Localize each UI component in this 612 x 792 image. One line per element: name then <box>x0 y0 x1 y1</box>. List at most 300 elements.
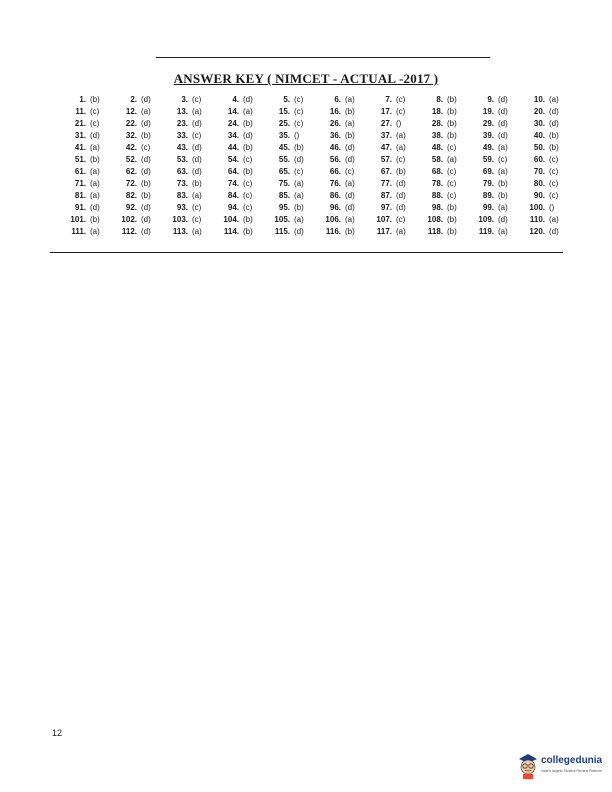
question-number: 63. <box>176 167 188 176</box>
answer-option: (c) <box>549 191 559 200</box>
answer-option: (a) <box>549 215 559 224</box>
question-number: 70. <box>533 167 545 176</box>
question-number: 68. <box>431 167 443 176</box>
answer-option: (d) <box>549 119 559 128</box>
answer-option: (a) <box>396 131 406 140</box>
question-number: 27. <box>380 119 392 128</box>
answer-row <box>52 154 562 166</box>
answer-entry <box>409 130 460 142</box>
answer-row <box>52 202 562 214</box>
answer-entry <box>103 202 154 214</box>
question-number: 79. <box>482 179 494 188</box>
answer-entry <box>154 214 205 226</box>
question-number: 10. <box>533 95 545 104</box>
question-number: 18. <box>431 107 443 116</box>
answer-option: (c) <box>243 179 253 188</box>
question-number: 7. <box>385 95 392 104</box>
answer-option: (b) <box>243 227 253 236</box>
question-number: 42. <box>125 143 137 152</box>
answer-option: (d) <box>345 143 355 152</box>
question-number: 14. <box>227 107 239 116</box>
answer-entry <box>358 142 409 154</box>
answer-option: (a) <box>396 227 406 236</box>
answer-option: (c) <box>243 155 253 164</box>
question-number: 55. <box>278 155 290 164</box>
answer-entry <box>256 142 307 154</box>
answer-entry <box>409 190 460 202</box>
answer-row <box>52 106 562 118</box>
answer-entry <box>307 142 358 154</box>
question-number: 81. <box>74 191 86 200</box>
answer-option: (d) <box>192 119 202 128</box>
answer-option: (a) <box>498 203 508 212</box>
answer-option: (b) <box>447 215 457 224</box>
answer-option: () <box>294 131 300 140</box>
answer-entry <box>154 130 205 142</box>
question-number: 53. <box>176 155 188 164</box>
question-number: 83. <box>176 191 188 200</box>
answer-option: (b) <box>447 203 457 212</box>
question-number: 78. <box>431 179 443 188</box>
top-rule <box>156 57 490 58</box>
answer-entry <box>409 142 460 154</box>
answer-entry <box>256 130 307 142</box>
answer-entry <box>460 178 511 190</box>
answer-entry <box>103 130 154 142</box>
answer-entry <box>52 130 103 142</box>
question-number: 1. <box>79 95 86 104</box>
answer-entry <box>307 178 358 190</box>
answer-entry <box>409 226 460 238</box>
answer-row <box>52 142 562 154</box>
answer-option: (b) <box>498 179 508 188</box>
answer-entry <box>205 154 256 166</box>
question-number: 8. <box>436 95 443 104</box>
question-number: 101. <box>70 215 86 224</box>
question-number: 51. <box>74 155 86 164</box>
question-number: 28. <box>431 119 443 128</box>
answer-entry <box>307 166 358 178</box>
question-number: 61. <box>74 167 86 176</box>
answer-entry <box>307 106 358 118</box>
answer-entry <box>358 166 409 178</box>
answer-entry <box>256 214 307 226</box>
answer-entry <box>307 214 358 226</box>
answer-option: (b) <box>141 179 151 188</box>
collegedunia-logo <box>517 752 607 784</box>
answer-option: (d) <box>498 215 508 224</box>
answer-entry <box>205 106 256 118</box>
answer-row <box>52 190 562 202</box>
answer-entry <box>511 154 562 166</box>
question-number: 74. <box>227 179 239 188</box>
answer-entry <box>52 142 103 154</box>
answer-option: (a) <box>141 107 151 116</box>
answer-row <box>52 178 562 190</box>
answer-option: (c) <box>192 203 202 212</box>
question-number: 75. <box>278 179 290 188</box>
answer-entry <box>511 178 562 190</box>
answer-entry <box>154 166 205 178</box>
question-number: 113. <box>172 227 188 236</box>
answer-option: (d) <box>90 131 100 140</box>
answer-option: (c) <box>192 95 202 104</box>
question-number: 109. <box>478 215 494 224</box>
answer-entry <box>52 214 103 226</box>
question-number: 56. <box>329 155 341 164</box>
answer-entry <box>52 190 103 202</box>
answer-entry <box>358 154 409 166</box>
question-number: 117. <box>376 227 392 236</box>
answer-entry <box>103 142 154 154</box>
answer-option: (d) <box>498 95 508 104</box>
answer-entry <box>103 106 154 118</box>
answer-entry <box>460 142 511 154</box>
answer-entry <box>460 166 511 178</box>
bottom-rule <box>50 252 563 253</box>
question-number: 50. <box>533 143 545 152</box>
answer-option: (a) <box>192 227 202 236</box>
answer-entry <box>205 226 256 238</box>
answer-option: (c) <box>141 143 151 152</box>
answer-entry <box>103 118 154 130</box>
answer-option: (b) <box>294 143 304 152</box>
answer-row <box>52 226 562 238</box>
answer-entry <box>256 202 307 214</box>
answer-entry <box>256 94 307 106</box>
answer-entry <box>358 118 409 130</box>
answer-entry <box>307 130 358 142</box>
answer-option: (c) <box>498 155 508 164</box>
question-number: 60. <box>533 155 545 164</box>
question-number: 84. <box>227 191 239 200</box>
question-number: 9. <box>487 95 494 104</box>
answer-entry <box>460 94 511 106</box>
question-number: 114. <box>223 227 239 236</box>
answer-entry <box>103 166 154 178</box>
question-number: 36. <box>329 131 341 140</box>
answer-entry <box>256 118 307 130</box>
question-number: 21. <box>74 119 86 128</box>
question-number: 85. <box>278 191 290 200</box>
question-number: 106. <box>325 215 341 224</box>
answer-entry <box>205 94 256 106</box>
question-number: 105. <box>274 215 290 224</box>
question-number: 35. <box>278 131 290 140</box>
answer-entry <box>103 226 154 238</box>
question-number: 112. <box>121 227 137 236</box>
question-number: 97. <box>380 203 392 212</box>
answer-option: (d) <box>90 203 100 212</box>
answer-entry <box>103 178 154 190</box>
answer-row <box>52 118 562 130</box>
question-number: 82. <box>125 191 137 200</box>
answer-option: (b) <box>90 215 100 224</box>
answer-entry <box>460 202 511 214</box>
question-number: 120. <box>529 227 545 236</box>
question-number: 119. <box>478 227 494 236</box>
answer-entry <box>511 130 562 142</box>
answer-option: (a) <box>90 179 100 188</box>
question-number: 26. <box>329 119 341 128</box>
question-number: 90. <box>533 191 545 200</box>
answer-entry <box>52 106 103 118</box>
answer-option: (d) <box>396 191 406 200</box>
question-number: 31. <box>74 131 86 140</box>
answer-option: (b) <box>345 131 355 140</box>
answer-option: (b) <box>396 167 406 176</box>
answer-option: (b) <box>447 107 457 116</box>
question-number: 34. <box>227 131 239 140</box>
answer-option: (c) <box>549 167 559 176</box>
answer-option: (b) <box>141 131 151 140</box>
question-number: 3. <box>181 95 188 104</box>
question-number: 15. <box>278 107 290 116</box>
answer-option: (b) <box>447 119 457 128</box>
answer-option: (d) <box>396 203 406 212</box>
question-number: 95. <box>278 203 290 212</box>
question-number: 49. <box>482 143 494 152</box>
answer-row <box>52 130 562 142</box>
answer-entry <box>205 142 256 154</box>
answer-entry <box>103 154 154 166</box>
answer-option: (b) <box>243 215 253 224</box>
question-number: 43. <box>176 143 188 152</box>
answer-option: (a) <box>498 143 508 152</box>
answer-entry <box>154 226 205 238</box>
question-number: 32. <box>125 131 137 140</box>
answer-option: (b) <box>345 107 355 116</box>
answer-entry <box>358 130 409 142</box>
mascot-icon <box>517 752 539 780</box>
answer-option: (a) <box>447 155 457 164</box>
answer-entry <box>205 118 256 130</box>
answer-option: (c) <box>192 131 202 140</box>
question-number: 4. <box>232 95 239 104</box>
question-number: 30. <box>533 119 545 128</box>
question-number: 107. <box>376 215 392 224</box>
answer-option: (a) <box>345 215 355 224</box>
answer-option: (a) <box>345 119 355 128</box>
question-number: 17. <box>380 107 392 116</box>
answer-entry <box>460 190 511 202</box>
logo-wordmark: collegedunia <box>541 755 603 766</box>
answer-option: (c) <box>447 191 457 200</box>
answer-entry <box>256 154 307 166</box>
answer-entry <box>460 214 511 226</box>
answer-option: (b) <box>294 203 304 212</box>
answer-entry <box>154 202 205 214</box>
question-number: 22. <box>125 119 137 128</box>
question-number: 46. <box>329 143 341 152</box>
answer-entry <box>409 202 460 214</box>
question-number: 104. <box>223 215 239 224</box>
answer-option: (c) <box>294 95 304 104</box>
question-number: 2. <box>130 95 137 104</box>
answer-option: (a) <box>345 179 355 188</box>
question-number: 66. <box>329 167 341 176</box>
answer-option: (d) <box>141 95 151 104</box>
answer-option: (c) <box>243 203 253 212</box>
answer-option: (c) <box>90 119 100 128</box>
question-number: 102. <box>121 215 137 224</box>
answer-option: (d) <box>345 203 355 212</box>
question-number: 20. <box>533 107 545 116</box>
answer-option: (b) <box>447 95 457 104</box>
answer-entry <box>511 214 562 226</box>
answer-option: (c) <box>90 107 100 116</box>
answer-option: (d) <box>498 107 508 116</box>
question-number: 33. <box>176 131 188 140</box>
answer-option: (d) <box>141 227 151 236</box>
answer-option: () <box>396 119 402 128</box>
answer-option: (b) <box>90 95 100 104</box>
answer-entry <box>256 226 307 238</box>
question-number: 37. <box>380 131 392 140</box>
question-number: 86. <box>329 191 341 200</box>
answer-entry <box>460 154 511 166</box>
answer-option: (b) <box>243 167 253 176</box>
answer-option: (b) <box>192 179 202 188</box>
answer-option: (d) <box>549 107 559 116</box>
answer-option: (a) <box>294 191 304 200</box>
answer-entry <box>409 94 460 106</box>
answer-option: (a) <box>90 167 100 176</box>
answer-entry <box>103 94 154 106</box>
answer-option: (c) <box>345 167 355 176</box>
answer-option: (d) <box>345 191 355 200</box>
question-number: 59. <box>482 155 494 164</box>
answer-entry <box>409 118 460 130</box>
answer-option: (c) <box>396 155 406 164</box>
answer-option: (c) <box>294 119 304 128</box>
answer-entry <box>154 178 205 190</box>
question-number: 87. <box>380 191 392 200</box>
answer-option: (a) <box>294 215 304 224</box>
answer-entry <box>256 106 307 118</box>
answer-entry <box>307 226 358 238</box>
question-number: 40. <box>533 131 545 140</box>
answer-entry <box>307 202 358 214</box>
question-number: 108. <box>427 215 443 224</box>
answer-entry <box>52 202 103 214</box>
answer-entry <box>511 118 562 130</box>
answer-option: (a) <box>345 95 355 104</box>
answer-entry <box>154 94 205 106</box>
answer-entry <box>154 118 205 130</box>
question-number: 99. <box>482 203 494 212</box>
answer-option: (d) <box>141 215 151 224</box>
question-number: 118. <box>427 227 443 236</box>
page-number: 12 <box>52 728 63 738</box>
answer-entry <box>358 178 409 190</box>
answer-option: (d) <box>141 167 151 176</box>
logo-tagline: India's largest Student Review Platform <box>541 769 602 773</box>
answer-entry <box>358 94 409 106</box>
question-number: 71. <box>74 179 86 188</box>
question-number: 57. <box>380 155 392 164</box>
question-number: 100. <box>529 203 545 212</box>
answer-option: (a) <box>498 167 508 176</box>
question-number: 65. <box>278 167 290 176</box>
question-number: 29. <box>482 119 494 128</box>
answer-entry <box>205 214 256 226</box>
answer-option: (d) <box>345 155 355 164</box>
answer-entry <box>511 190 562 202</box>
answer-entry <box>511 166 562 178</box>
answer-option: (a) <box>192 191 202 200</box>
answer-entry <box>511 142 562 154</box>
answer-entry <box>52 154 103 166</box>
answer-entry <box>307 154 358 166</box>
question-number: 54. <box>227 155 239 164</box>
answer-option: (c) <box>396 215 406 224</box>
answer-option: (d) <box>396 179 406 188</box>
answer-entry <box>409 214 460 226</box>
answer-entry <box>511 94 562 106</box>
answer-entry <box>511 202 562 214</box>
question-number: 110. <box>529 215 545 224</box>
answer-entry <box>103 190 154 202</box>
answer-option: (c) <box>549 155 559 164</box>
question-number: 93. <box>176 203 188 212</box>
question-number: 88. <box>431 191 443 200</box>
answer-option: (b) <box>549 143 559 152</box>
answer-option: (a) <box>549 95 559 104</box>
answer-option: (c) <box>396 95 406 104</box>
answer-entry <box>205 178 256 190</box>
answer-option: (d) <box>141 203 151 212</box>
answer-entry <box>358 202 409 214</box>
answer-option: (b) <box>345 227 355 236</box>
question-number: 96. <box>329 203 341 212</box>
answer-option: (a) <box>192 107 202 116</box>
answer-key-grid <box>52 94 562 238</box>
answer-entry <box>154 142 205 154</box>
answer-entry <box>205 202 256 214</box>
answer-row <box>52 166 562 178</box>
answer-entry <box>205 166 256 178</box>
answer-option: (b) <box>447 131 457 140</box>
answer-entry <box>358 226 409 238</box>
question-number: 64. <box>227 167 239 176</box>
answer-option: (d) <box>141 155 151 164</box>
answer-option: (d) <box>243 95 253 104</box>
answer-entry <box>409 178 460 190</box>
answer-entry <box>52 178 103 190</box>
question-number: 11. <box>75 107 86 116</box>
question-number: 80. <box>533 179 545 188</box>
question-number: 116. <box>325 227 341 236</box>
answer-option: (d) <box>294 227 304 236</box>
question-number: 62. <box>125 167 137 176</box>
answer-option: (d) <box>549 227 559 236</box>
answer-option: (b) <box>243 119 253 128</box>
answer-entry <box>460 106 511 118</box>
answer-option: (d) <box>192 143 202 152</box>
question-number: 103. <box>172 215 188 224</box>
answer-option: (a) <box>243 107 253 116</box>
answer-option: (a) <box>90 227 100 236</box>
answer-option: (d) <box>141 119 151 128</box>
answer-entry <box>409 154 460 166</box>
question-number: 67. <box>380 167 392 176</box>
question-number: 92. <box>125 203 137 212</box>
answer-entry <box>52 166 103 178</box>
answer-entry <box>460 130 511 142</box>
answer-option: (d) <box>294 155 304 164</box>
answer-entry <box>52 94 103 106</box>
